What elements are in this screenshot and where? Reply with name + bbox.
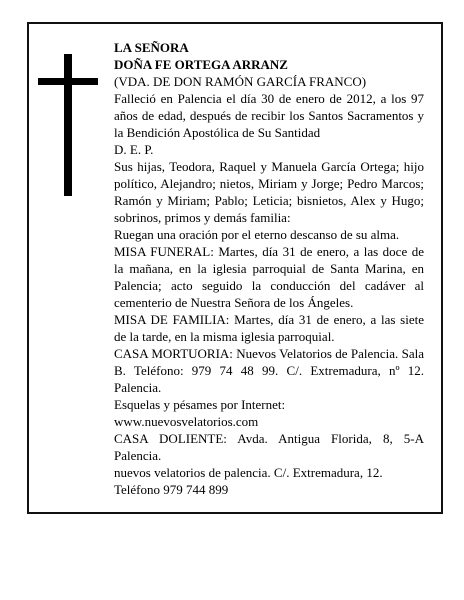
- cross-icon-bar: [38, 78, 98, 85]
- cross-icon: [64, 54, 72, 196]
- deceased-name: DOÑA FE ORTEGA ARRANZ: [114, 57, 288, 72]
- widow-line: (VDA. DE DON RAMÓN GARCÍA FRANCO): [114, 74, 367, 89]
- title-line: LA SEÑORA: [114, 40, 189, 55]
- mortuary-paragraph: CASA MORTUORIA: Nuevos Velatorios de Palencia. Sala B. Teléfono: 979 74 48 99. C/. Extremadura, nº 12. Palencia.: [114, 346, 424, 395]
- rip-line: D. E. P.: [114, 142, 154, 157]
- internet-label: Esquelas y pésames por Internet:: [114, 397, 286, 412]
- family-mass-paragraph: MISA DE FAMILIA: Martes, día 31 de enero, a las siete de la tarde, en la misma iglesia parroquial.: [114, 312, 424, 344]
- family-paragraph: Sus hijas, Teodora, Raquel y Manuela García Ortega; hijo político, Alejandro; nietos, Miriam y Jorge; Pedro Marcos; Ramón y Miriam; Pablo; Leticia; bisnietos, Alex y Hugo; sobrinos, primos y demás familia:: [114, 159, 424, 225]
- funeral-mass-paragraph: MISA FUNERAL: Martes, día 31 de enero, a las doce de la mañana, en la iglesia parroquial de Santa Marina, en Palencia; acto seguido la conducción del cadáver al cementerio de Nuestra Señora de los Ángeles.: [114, 244, 424, 310]
- grieving-house-paragraph: CASA DOLIENTE: Avda. Antigua Florida, 8, 5-A Palencia.: [114, 431, 424, 463]
- internet-url: www.nuevosvelatorios.com: [114, 414, 259, 429]
- footer-address: nuevos velatorios de palencia. C/. Extremadura, 12.: [114, 465, 383, 480]
- footer-phone: Teléfono 979 744 899: [114, 482, 229, 497]
- obituary-text: [114, 39, 424, 498]
- prayer-line: Ruegan una oración por el eterno descanso de su alma.: [114, 227, 400, 242]
- death-paragraph: Falleció en Palencia el día 30 de enero de 2012, a los 97 años de edad, después de recibir los Santos Sacramentos y la Bendición Apostólica de Su Santidad: [114, 91, 424, 140]
